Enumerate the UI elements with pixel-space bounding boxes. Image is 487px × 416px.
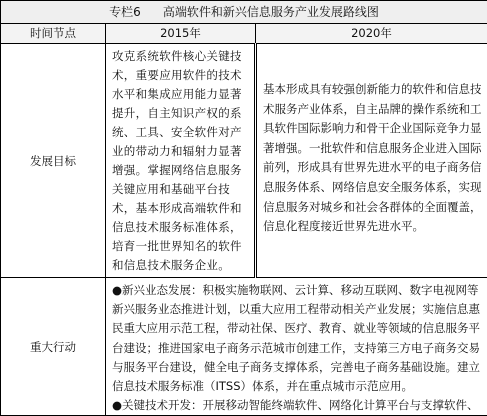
actions-row (1, 278, 487, 416)
column-label: 专栏6 (109, 5, 141, 19)
table-title (1, 1, 487, 24)
goals-row (1, 44, 487, 278)
header-2020: 2020年 (256, 24, 487, 44)
header-time-node: 时间节点 (1, 24, 106, 44)
header-row (1, 24, 487, 44)
action-item-key-tech: ●关键技术开发：开展移动智能终端软件、网络化计算平台与支撑软件、 (112, 396, 483, 415)
goals-2015-text: 攻克系统软件核心关键技术，重要应用软件的技术水平和集成应用能力显著提升，自主知识产权的系统、工具、安全软件对产业的带动力和辐射力显著增强。掌握网络信息服务关键应用和基础平台技术，基本形成高端软件和信息技术服务标准体系，培育一批世界知名的软件和信息技术服务企业。 (106, 44, 256, 278)
goals-2020-text: 基本形成具有较强创新能力的软件和信息技术服务产业体系，自主品牌的操作系统和工具软件国际影响力和骨干企业国际竞争力显著增强。一批软件和信息服务企业进入国际前列，形成具有世界先进水平的电子商务信息服务体系、网络信息安全服务体系，实现信息服务对城乡和社会各群体的全面覆盖，信息化程度接近世界先进水平。 (256, 44, 487, 278)
actions-text (106, 278, 487, 416)
goals-label: 发展目标 (1, 44, 106, 278)
header-2015: 2015年 (106, 24, 256, 44)
title-text: 高端软件和新兴信息服务产业发展路线图 (163, 5, 379, 19)
title-row (1, 1, 487, 24)
actions-label: 重大行动 (1, 278, 106, 416)
action-item-new-business: ●新兴业态发展：积极实施物联网、云计算、移动互联网、数字电视网等新兴服务业态推进计划，以重大应用工程带动相关产业发展；实施信息惠民重大应用示范工程，带动社保、医疗、教育、就业等领域的信息服务平台建设；推进国家电子商务示范城市创建工作，支持第三方电子商务交易与服务平台建设，健全电子商务支撑体系，完善电子商务基础设施。建立信息技术服务标准（ITSS）体系，并在重点城市示范应用。 (112, 281, 483, 396)
